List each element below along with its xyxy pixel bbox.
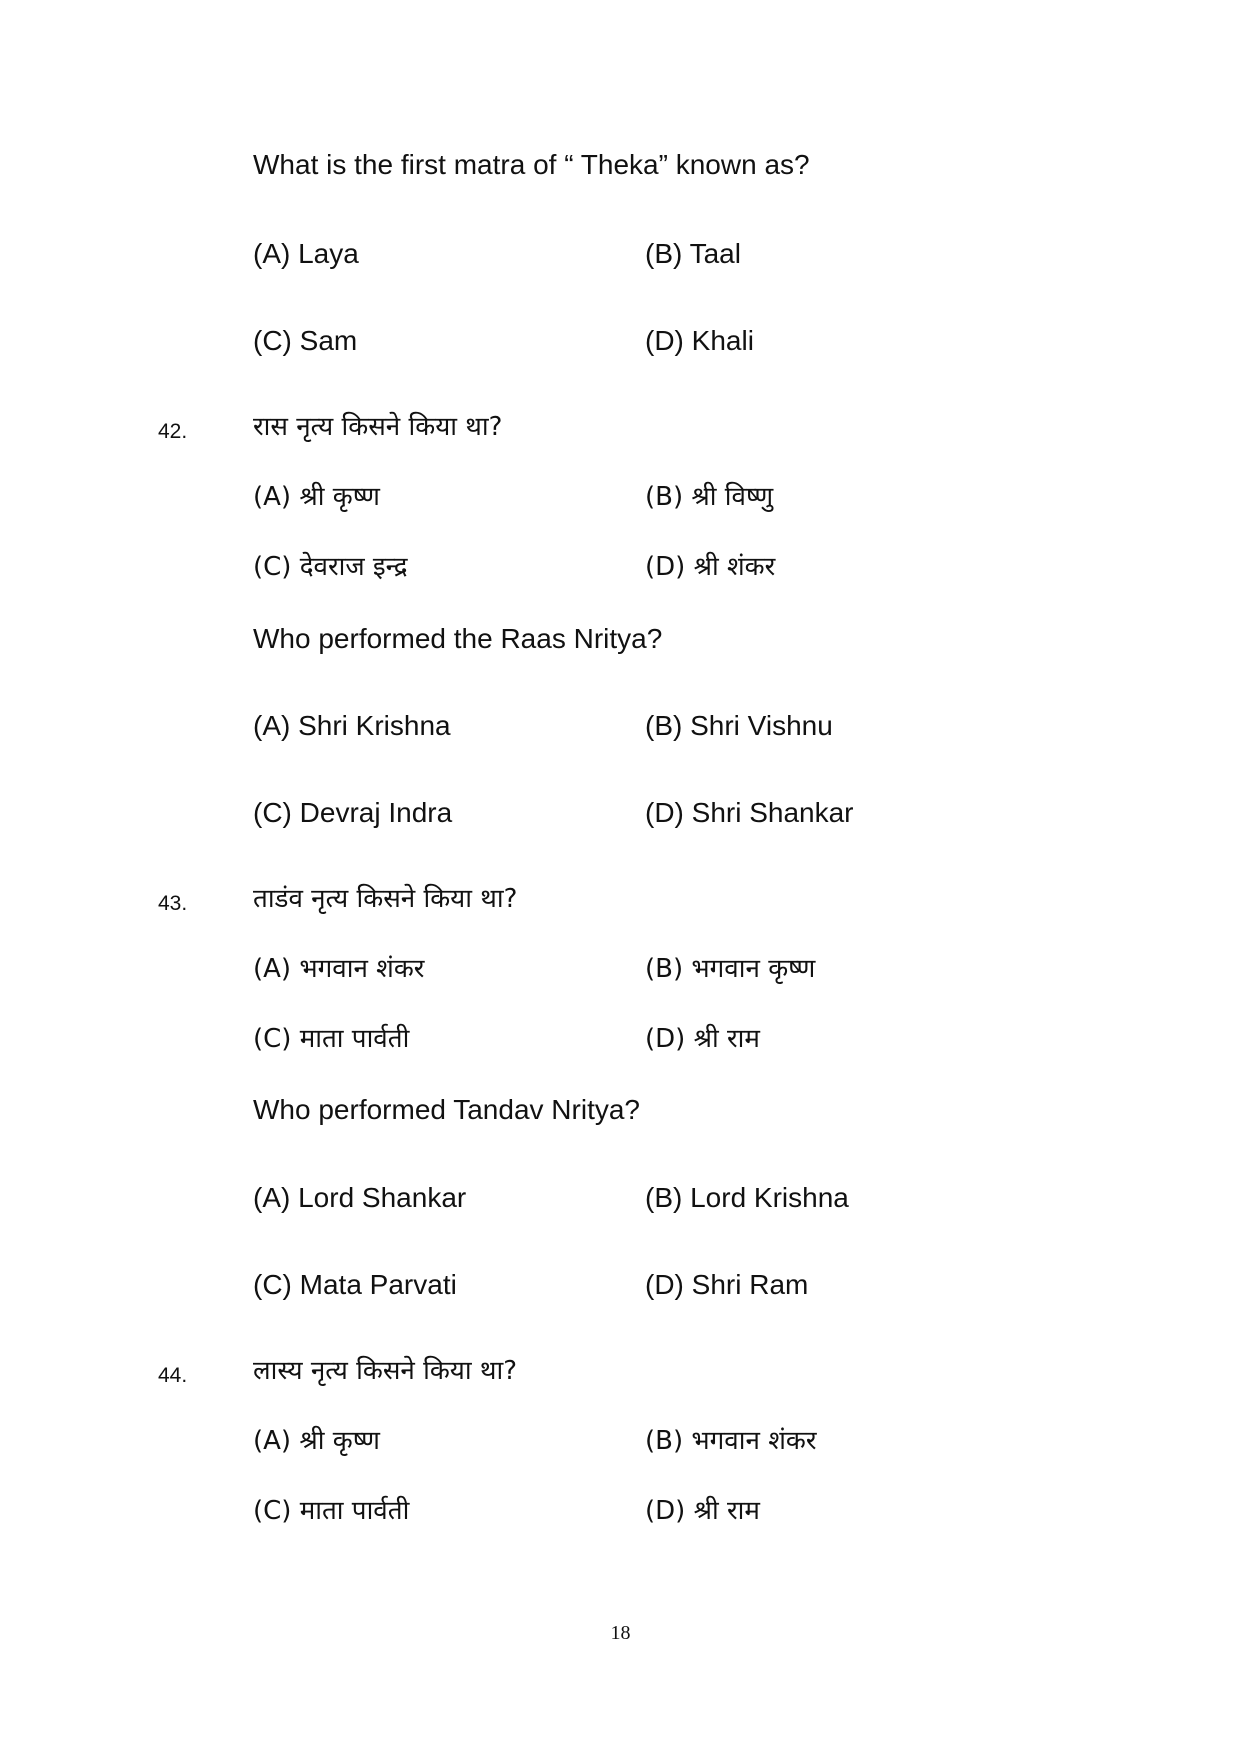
q42-english-option-c: (C) Devraj Indra [253, 797, 453, 828]
q44-hindi-question: लास्य नृत्य किसने किया था? [253, 1356, 518, 1386]
q42-hindi-option-b: (B) श्री विष्णु [645, 482, 774, 512]
q41-option-d: (D) Khali [645, 325, 754, 356]
page-number: 18 [610, 1622, 631, 1644]
q41-option-c: (C) Sam [253, 325, 358, 356]
q43-hindi-question: ताडंव नृत्य किसने किया था? [253, 884, 518, 914]
q44-hindi-option-a: (A) श्री कृष्ण [253, 1426, 380, 1456]
q43-english-option-d: (D) Shri Ram [645, 1269, 809, 1300]
q42-number: 42. [158, 420, 188, 443]
q44-number: 44. [158, 1364, 188, 1387]
q41-option-a: (A) Laya [253, 238, 359, 269]
q43-hindi-option-b: (B) भगवान कृष्ण [645, 954, 816, 984]
q41-option-b: (B) Taal [645, 238, 741, 269]
q44-hindi-option-b: (B) भगवान शंकर [645, 1426, 817, 1456]
q42-english-option-d: (D) Shri Shankar [645, 797, 854, 828]
q43-english-option-c: (C) Mata Parvati [253, 1269, 457, 1300]
q42-english-option-b: (B) Shri Vishnu [645, 710, 833, 741]
q42-hindi-option-a: (A) श्री कृष्ण [253, 482, 380, 512]
q43-hindi-option-d: (D) श्री राम [645, 1024, 760, 1054]
q44-hindi-option-c: (C) माता पार्वती [253, 1496, 410, 1526]
q43-number: 43. [158, 892, 188, 915]
q42-hindi-question: रास नृत्य किसने किया था? [253, 412, 503, 442]
q42-hindi-option-d: (D) श्री शंकर [645, 552, 776, 582]
q43-hindi-option-a: (A) भगवान शंकर [253, 954, 425, 984]
q41-english-question: What is the first matra of “ Theka” known as? [253, 149, 810, 180]
q43-hindi-option-c: (C) माता पार्वती [253, 1024, 410, 1054]
q42-english-option-a: (A) Shri Krishna [253, 710, 451, 741]
q43-english-option-b: (B) Lord Krishna [645, 1182, 849, 1213]
q43-english-question: Who performed Tandav Nritya? [253, 1094, 640, 1125]
q42-english-question: Who performed the Raas Nritya? [253, 623, 663, 654]
q42-hindi-option-c: (C) देवराज इन्द्र [253, 552, 408, 582]
q44-hindi-option-d: (D) श्री राम [645, 1496, 760, 1526]
q43-english-option-a: (A) Lord Shankar [253, 1182, 467, 1213]
